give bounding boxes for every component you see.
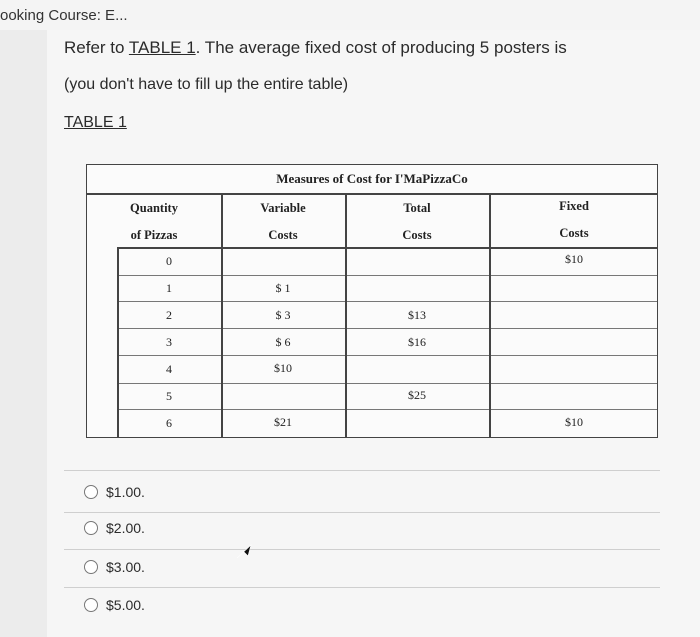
cell-total-cost: $25: [408, 388, 426, 402]
table-rule: [117, 409, 657, 410]
header-variable-sub: Costs: [268, 228, 298, 242]
radio-button[interactable]: [84, 598, 98, 612]
table-rule: [117, 247, 657, 249]
answer-option-label: $1.00.: [106, 484, 145, 500]
answer-option-3[interactable]: [84, 559, 145, 575]
cell-variable-cost: $10: [274, 361, 292, 375]
header-total: Total: [403, 201, 431, 215]
header-total-sub: Costs: [402, 228, 432, 242]
top-bar: [0, 0, 700, 30]
header-fixed-sub: Costs: [559, 226, 589, 240]
cell-quantity: 2: [166, 308, 172, 322]
radio-button[interactable]: [84, 485, 98, 499]
answer-option-label: $2.00.: [106, 520, 145, 536]
table-link[interactable]: TABLE 1: [128, 38, 196, 57]
answer-option-label: $3.00.: [106, 559, 145, 575]
cell-quantity: 1: [166, 281, 172, 295]
table-rule: [87, 193, 657, 195]
radio-button[interactable]: [84, 521, 98, 535]
cell-total-cost: $13: [408, 308, 426, 322]
radio-button[interactable]: [84, 560, 98, 574]
answer-option-1[interactable]: [84, 484, 145, 500]
cell-quantity: 3: [166, 335, 172, 349]
cell-quantity: 0: [166, 254, 172, 268]
cell-variable-cost: $ 6: [275, 335, 291, 349]
header-quantity-sub: of Pizzas: [130, 228, 178, 242]
question-hint: (you don't have to fill up the entire table): [64, 76, 349, 93]
cell-fixed-cost: $10: [565, 415, 583, 429]
course-title[interactable]: ooking Course: E...: [0, 7, 128, 24]
table-rule: [117, 275, 657, 276]
answer-option-2[interactable]: [84, 520, 145, 536]
header-fixed: Fixed: [559, 199, 589, 213]
table-rule: [117, 328, 657, 329]
table-label: TABLE 1: [64, 114, 127, 131]
cell-total-cost: $16: [408, 335, 426, 349]
header-quantity: Quantity: [130, 201, 178, 215]
table-rule: [117, 355, 657, 356]
table-caption: Measures of Cost for I'MaPizzaCo: [276, 171, 468, 186]
cell-variable-cost: $ 1: [275, 281, 291, 295]
cell-quantity: 6: [166, 416, 172, 430]
header-variable: Variable: [260, 201, 306, 215]
cell-quantity: 4: [166, 362, 172, 376]
answer-option-4[interactable]: [84, 597, 145, 613]
option-divider: [64, 549, 660, 550]
cell-quantity: 5: [166, 389, 172, 403]
cell-variable-cost: $21: [274, 415, 292, 429]
option-divider: [64, 470, 660, 471]
cell-variable-cost: $ 3: [275, 308, 291, 322]
option-divider: [64, 512, 660, 513]
table-rule: [117, 383, 657, 384]
answer-option-label: $5.00.: [106, 597, 145, 613]
cell-fixed-cost: $10: [565, 252, 583, 266]
mouse-pointer-icon: [236, 542, 254, 560]
table-rule: [117, 301, 657, 302]
option-divider: [64, 587, 660, 588]
question-text: Refer to TABLE 1. The average fixed cost of producing 5 posters is: [64, 38, 567, 57]
cost-table: [86, 164, 658, 438]
